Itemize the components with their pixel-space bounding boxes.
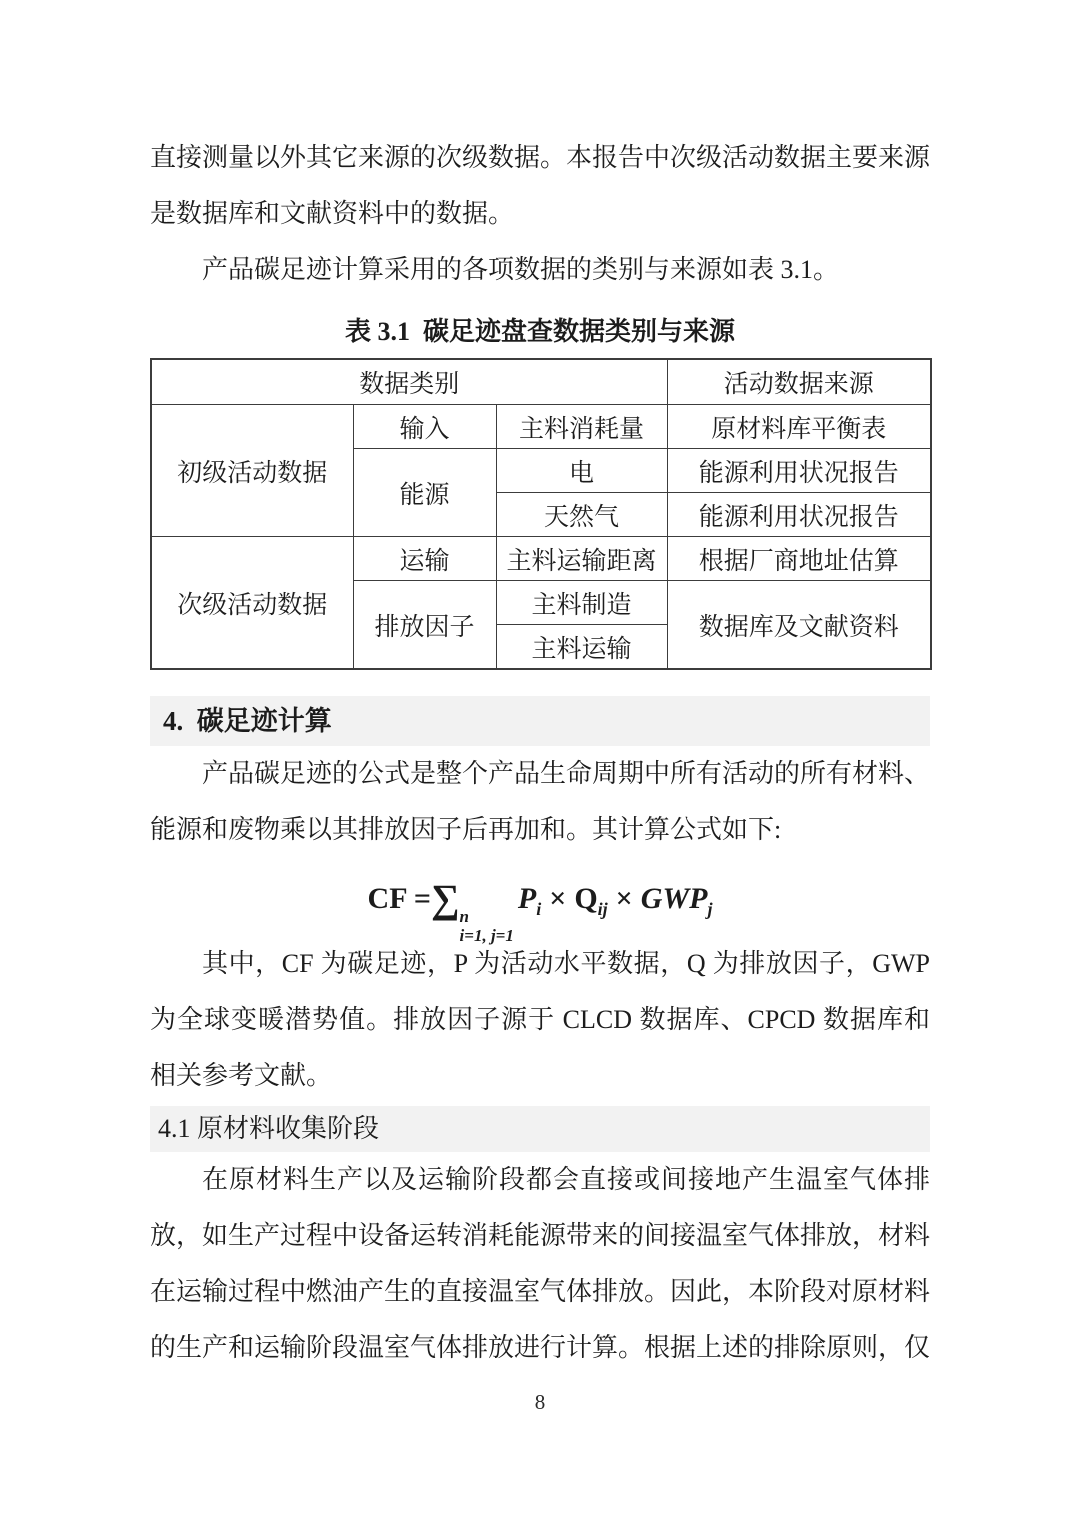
table-caption: 表 3.1 碳足迹盘查数据类别与来源: [344, 317, 735, 346]
header-cell-data-category: 数据类别: [151, 359, 667, 405]
subscript-i: i: [536, 899, 542, 919]
section-4-heading: 4. 碳足迹计算: [150, 696, 930, 746]
cell-main-material-transport-distance: 主料运输距离: [496, 537, 667, 581]
page-number: 8: [534, 1390, 546, 1414]
carbon-footprint-formula: [150, 868, 930, 945]
subscript-ij: ij: [597, 899, 608, 919]
cell-emission-factor: 排放因子: [353, 581, 496, 670]
cell-main-material-manufacture: 主料制造: [496, 581, 667, 625]
paragraph-table-intro: 产品碳足迹计算采用的各项数据的类别与来源如表 3.1。: [202, 255, 840, 284]
cell-energy-usage-report-1: 能源利用状况报告: [667, 449, 931, 493]
page-content: [150, 0, 930, 1376]
table-row: [151, 405, 931, 449]
paragraph-secondary-data: 直接测量以外其它来源的次级数据。本报告中次级活动数据主要来源是数据库和文献资料中的数据。: [150, 143, 931, 228]
data-category-table: [150, 358, 932, 670]
cell-main-material-consumption: 主料消耗量: [496, 405, 667, 449]
cell-primary-activity-data: 初级活动数据: [151, 405, 353, 537]
cell-raw-material-balance-sheet: 原材料库平衡表: [667, 405, 931, 449]
cell-transport: 运输: [353, 537, 496, 581]
paragraph-formula-explanation: 其中，CF 为碳足迹，P 为活动水平数据，Q 为排放因子，GWP 为全球变暖潜势值。排放因子源于 CLCD 数据库、CPCD 数据库和相关参考文献。: [150, 949, 930, 1090]
cell-vendor-address-estimate: 根据厂商地址估算: [667, 537, 931, 581]
cell-secondary-activity-data: 次级活动数据: [151, 537, 353, 670]
cell-electricity: 电: [496, 449, 667, 493]
cell-database-and-literature: 数据库及文献资料: [667, 581, 931, 670]
formula-lhs: CF =: [367, 882, 432, 915]
multiply-sign: ×: [549, 882, 567, 915]
cell-main-material-transport: 主料运输: [496, 625, 667, 670]
cell-input: 输入: [353, 405, 496, 449]
multiply-sign: ×: [615, 882, 633, 915]
paragraph-formula-intro: 产品碳足迹的公式是整个产品生命周期中所有活动的所有材料、能源和废物乘以其排放因子后再加和。其计算公式如下:: [150, 759, 931, 844]
cell-energy: 能源: [353, 449, 496, 537]
cell-energy-usage-report-2: 能源利用状况报告: [667, 493, 931, 537]
subscript-j: j: [707, 899, 713, 919]
variable-gwp: GWP: [640, 882, 708, 915]
sigma-lower-limit: i=1, j=1: [459, 926, 514, 945]
cell-natural-gas: 天然气: [496, 493, 667, 537]
sigma-symbol: ∑: [431, 876, 460, 921]
header-cell-activity-source: 活动数据来源: [667, 359, 931, 405]
table-header-row: [151, 359, 931, 405]
table-row: [151, 537, 931, 581]
variable-p: P: [517, 882, 537, 915]
sigma-upper-limit: n: [459, 907, 469, 926]
paragraph-raw-material-stage: 在原材料生产以及运输阶段都会直接或间接地产生温室气体排放，如生产过程中设备运转消耗能源带来的间接温室气体排放，材料在运输过程中燃油产生的直接温室气体排放。因此，本阶段对原材料的生产和运输阶段温室气体排放进行计算。根据上述的排除原则，仅: [150, 1165, 931, 1362]
section-4-1-heading: 4.1 原材料收集阶段: [150, 1106, 930, 1152]
variable-q: Q: [574, 882, 598, 915]
